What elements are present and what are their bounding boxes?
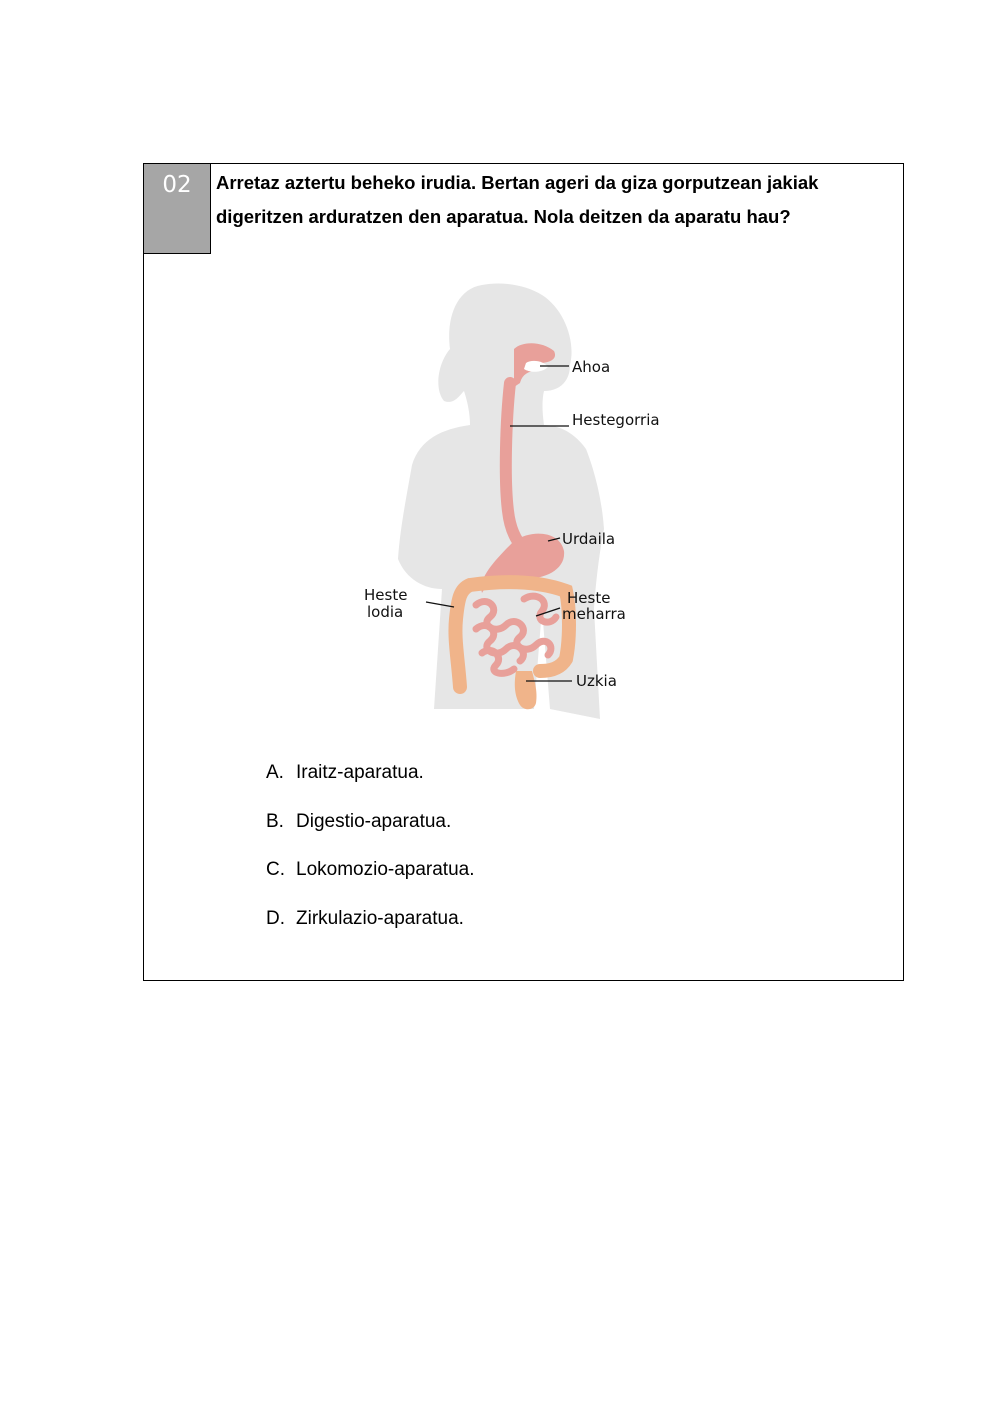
- label-heste-meharra-2: meharra: [562, 605, 626, 623]
- digestive-system-diagram: [364, 279, 684, 729]
- option-d[interactable]: D. Zirkulazio-aparatua.: [266, 907, 464, 929]
- prompt-line-2: digeritzen arduratzen den aparatua. Nola deitzen da aparatu hau?: [216, 206, 791, 227]
- answer-options: [266, 762, 475, 956]
- label-urdaila: Urdaila: [562, 530, 616, 548]
- question-prompt: [216, 166, 896, 234]
- label-uzkia: Uzkia: [576, 672, 617, 690]
- question-number: 02: [144, 164, 211, 254]
- label-hestegorria: Hestegorria: [572, 411, 660, 429]
- prompt-line-1: Arretaz aztertu beheko irudia. Bertan ageri da giza gorputzean jakiak: [216, 172, 819, 193]
- label-heste-lodia-1: Heste: [364, 586, 408, 604]
- option-c[interactable]: C. Lokomozio-aparatua.: [266, 859, 475, 880]
- option-a[interactable]: A. Iraitz-aparatua.: [266, 762, 424, 783]
- digestive-system-figure: [364, 279, 684, 729]
- option-b[interactable]: B. Digestio-aparatua.: [266, 810, 452, 832]
- label-ahoa: Ahoa: [572, 358, 611, 376]
- question-card: [143, 163, 904, 981]
- label-heste-lodia-2: lodia: [367, 603, 404, 621]
- label-heste-meharra-1: Heste: [567, 589, 611, 607]
